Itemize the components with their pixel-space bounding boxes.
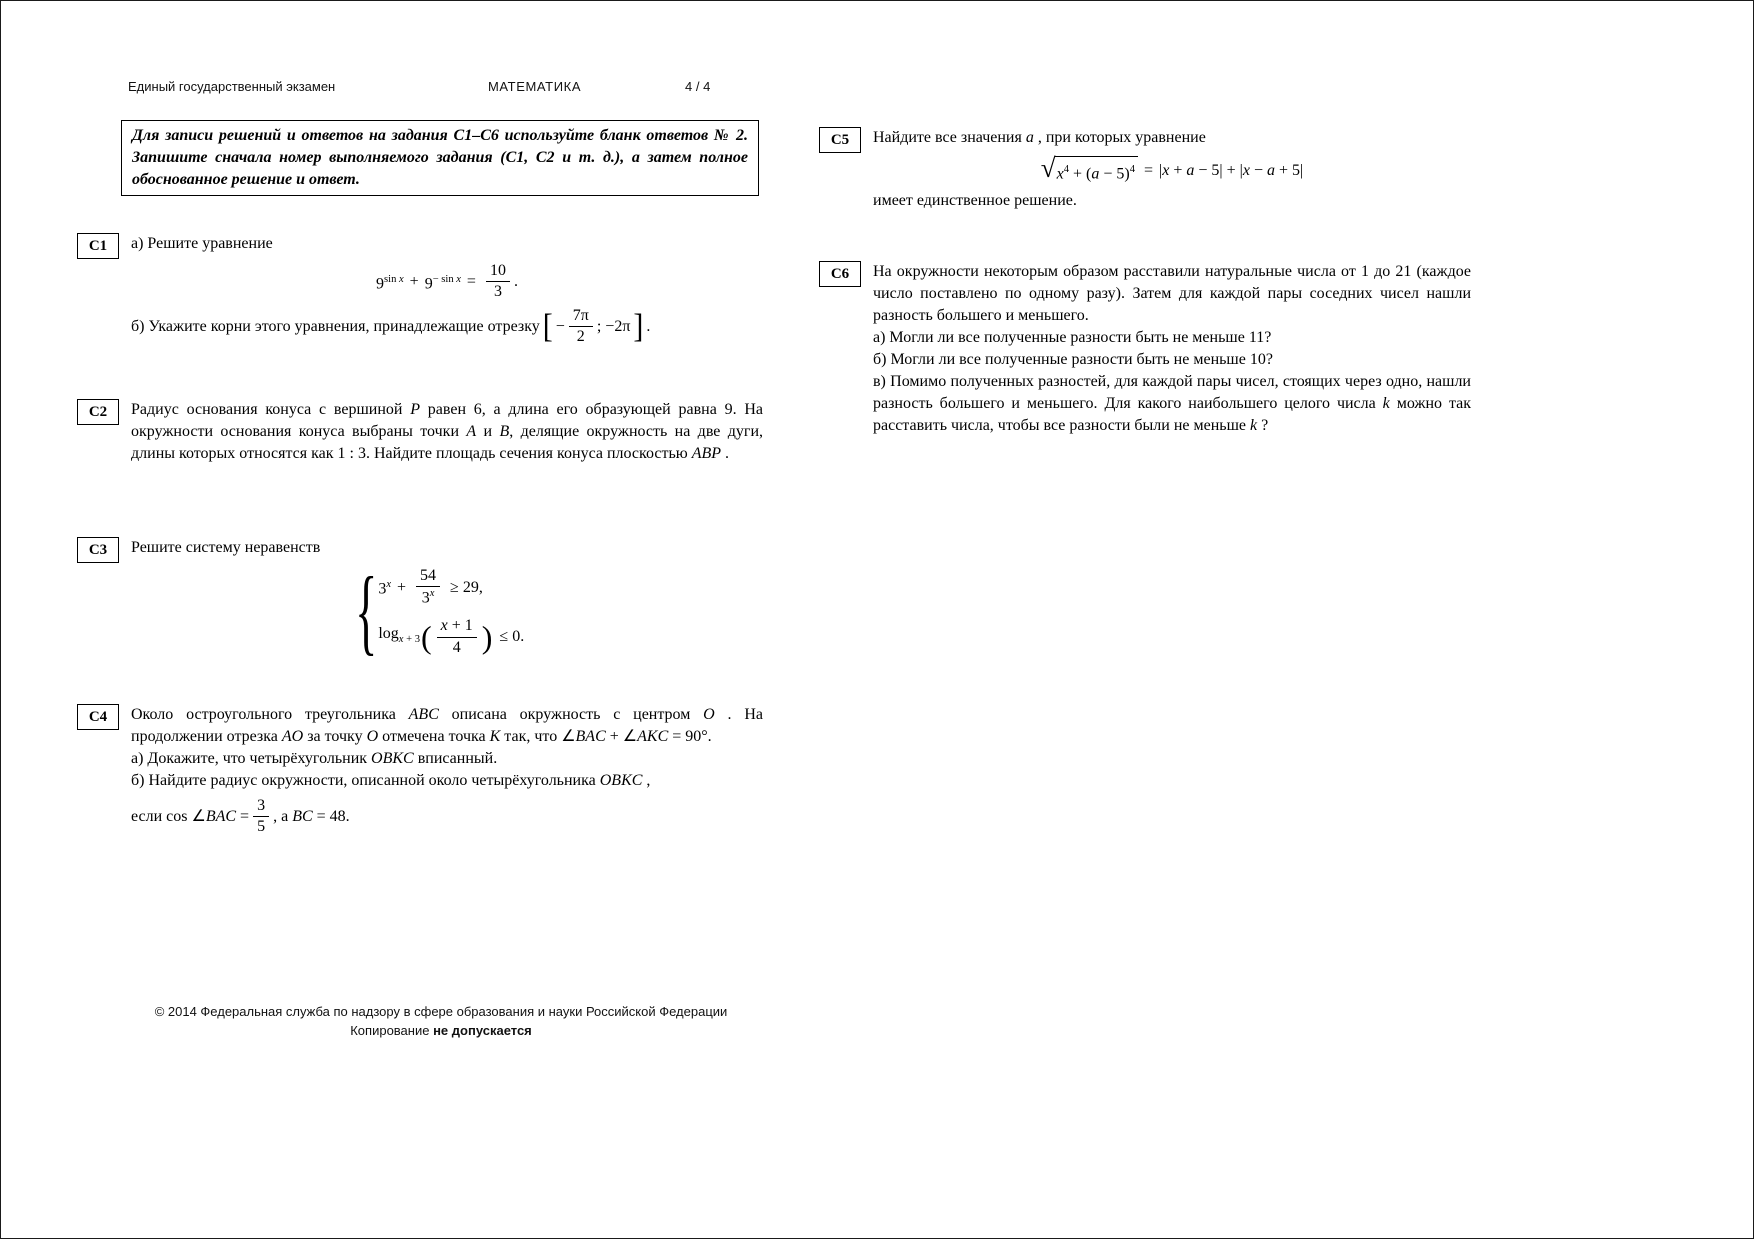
problem-c2-body (131, 399, 763, 465)
c3-power-term (378, 574, 391, 600)
problem-c5 (819, 127, 1471, 212)
problem-c5-label: C5 (819, 127, 861, 153)
problem-c2 (77, 399, 763, 465)
c5-intro-text: Найдите все значения a , при которых уравнение (873, 129, 1206, 146)
c1-exponent-1: sin x (384, 273, 404, 285)
plus-sign: + (397, 578, 407, 596)
c1-exponent-2: − sin x (432, 273, 461, 285)
c3-log-term (378, 623, 420, 651)
fraction-denominator: 4 (452, 638, 461, 656)
c4-bc-condition: , а BC = 48. (273, 807, 350, 825)
c5-equation (873, 153, 1471, 185)
c6-item-v: в) Помимо полученных разностей, для каждой пары чисел, стоящих через одно, нашли разность большего и меньшего. Для какого наибольшего целого числа k можно так расставить числа, чтобы все разности были не меньше k ? (873, 373, 1472, 434)
c3-fraction-1 (416, 567, 440, 608)
equals-sign: = (1144, 161, 1154, 179)
problem-c1-body (131, 233, 763, 347)
plus-sign: + (409, 272, 419, 290)
c6-item-a: а) Могли ли все полученные разности быть не меньше 11? (873, 329, 1272, 346)
problem-c4 (77, 704, 763, 837)
c4-fraction (253, 797, 269, 837)
radical-sign: √ (1040, 153, 1056, 184)
c4-item-b: б) Найдите радиус окружности, описанной около четырёхугольника OBKC , (131, 772, 651, 789)
c3-inequality-1 (378, 567, 530, 608)
c3-base: 3 (378, 580, 387, 598)
log-symbol: log (378, 624, 399, 642)
fraction-denominator: 3$^x$ (421, 588, 435, 607)
c1-equation (131, 262, 763, 302)
c1-base-1: 9 (376, 275, 385, 293)
c3-inequality-2-tail: ≤ 0. (499, 628, 525, 645)
close-bracket: ] (633, 307, 644, 345)
open-bracket: [ (542, 307, 553, 345)
c3-system-rows (378, 567, 530, 657)
fraction-denominator: 2 (576, 328, 585, 346)
period: . (513, 272, 518, 290)
header-exam-name: Единый государственный экзамен (128, 79, 336, 94)
fraction-numerator: 10 (486, 262, 510, 282)
c1-power-term-2 (425, 269, 461, 295)
c1-interval-fraction (569, 307, 593, 347)
c3-inequality-2 (378, 617, 530, 657)
problem-c1 (77, 233, 763, 347)
c6-item-b: б) Могли ли все полученные разности быть не меньше 10? (873, 351, 1273, 368)
header-subject-title: МАТЕМАТИКА (488, 79, 582, 94)
c1-part-b (131, 307, 763, 347)
c1-interval-second-endpoint: ; −2π (596, 317, 631, 335)
period: . (646, 317, 651, 335)
minus-sign: − (555, 317, 565, 335)
footer-copyright: © 2014 Федеральная служба по надзору в сфере образования и науки Российской Федерации (154, 1004, 728, 1019)
problem-c1-label: C1 (77, 233, 119, 259)
problem-c4-label: C4 (77, 704, 119, 730)
problem-c2-label: C2 (77, 399, 119, 425)
c1-power-term-1 (376, 269, 404, 295)
c4-item-a: а) Докажите, что четырёхугольник OBKC вписанный. (131, 750, 498, 767)
fraction-denominator: 3 (493, 283, 502, 301)
problem-c6-body (873, 261, 1471, 437)
fraction-numerator: 54 (416, 567, 440, 587)
c3-system (346, 557, 763, 665)
instruction-box: Для записи решений и ответов на задания C1–C6 используйте бланк ответов № 2. Запишите сначала номер выполняемого задания (C1, C2 и т. д.), а затем полное обоснованное решение и ответ. (121, 120, 759, 196)
problem-c4-body (131, 704, 763, 837)
problem-c5-body (873, 127, 1471, 212)
problem-c3 (77, 537, 763, 665)
c5-radicand: $x^4 + (a - 5)^4$ (1055, 156, 1138, 185)
header-page-number: 4 / 4 (685, 79, 711, 94)
c3-fraction-2 (437, 617, 477, 657)
system-brace: { (355, 557, 378, 665)
c1-part-a-text: а) Решите уравнение (131, 235, 273, 252)
fraction-denominator: 5 (257, 818, 266, 836)
fraction-numerator: x + 1 (437, 617, 477, 637)
c4-last-line (131, 797, 763, 837)
log-base-subscript: x + 3 (398, 634, 420, 646)
c1-base-2: 9 (424, 275, 433, 293)
c3-intro-text: Решите систему неравенств (131, 539, 321, 556)
fraction-numerator: 7π (569, 307, 593, 327)
fraction-numerator: 3 (253, 797, 269, 817)
c2-text: Радиус основания конуса с вершиной P равен 6, а длина его образующей равна 9. На окружности основания конуса выбраны точки A и B, делящие окружность на две дуги, длины которых относятся как 1 : 3. Найдите площадь сечения конуса плоскостью ABP . (131, 401, 764, 462)
c4-cosine-condition: если cos ∠BAC = (131, 807, 250, 825)
c5-outro-text: имеет единственное решение. (873, 192, 1077, 210)
c3-exponent: x (386, 579, 392, 591)
problem-c3-body (131, 537, 763, 665)
footer-copy-notice: Копирование не допускается (350, 1023, 532, 1038)
problem-c3-label: C3 (77, 537, 119, 563)
open-paren: ( (420, 619, 432, 655)
c4-text: Около остроугольного треугольника ABC описана окружность с центром O . На продолжении отрезка AO за точку O отмечена точка K так, что ∠BAC + ∠AKC = 90°. (131, 706, 764, 745)
c5-right-hand-side: |x + a − 5| + |x − a + 5| (1159, 161, 1304, 179)
equals-sign: = (466, 272, 476, 290)
close-paren: ) (481, 619, 493, 655)
problem-c6 (819, 261, 1471, 437)
c1-fraction (486, 262, 510, 302)
problem-c6-label: C6 (819, 261, 861, 287)
c3-inequality-1-tail: ≥ 29, (450, 578, 483, 596)
c1-part-b-text: б) Укажите корни этого уравнения, принадлежащие отрезку (131, 317, 540, 335)
c6-text: На окружности некоторым образом расставили натуральные числа от 1 до 21 (каждое число поставлено по одному разу). Затем для каждой пары соседних чисел нашли разность большего и меньшего. (873, 263, 1471, 324)
